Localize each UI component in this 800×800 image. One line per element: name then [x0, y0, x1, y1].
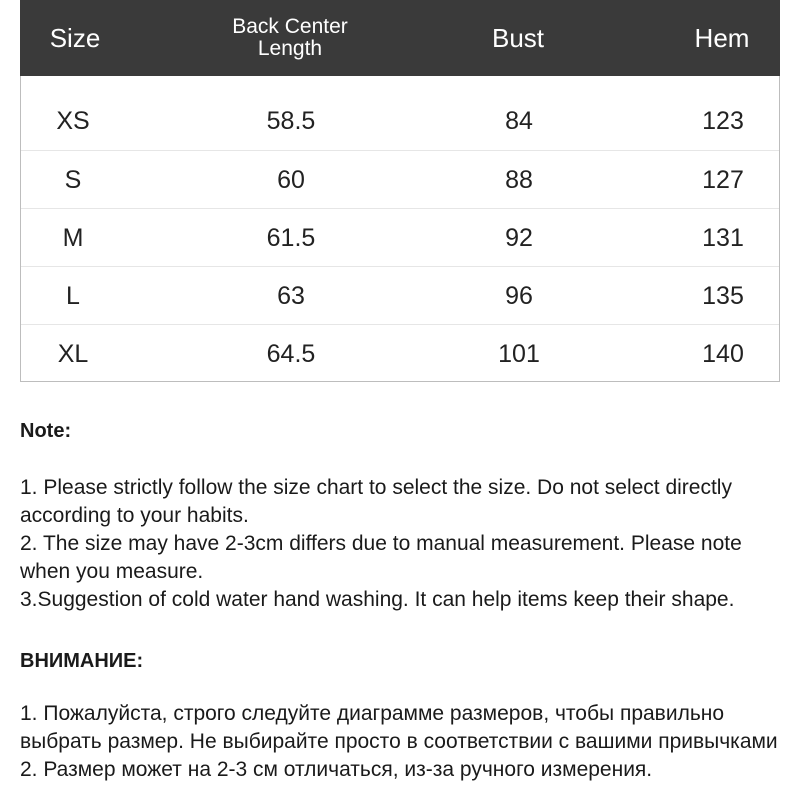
note-item-en-3: 3.Suggestion of cold water hand washing. It can help items keep their shape. [20, 588, 735, 611]
notes-section [20, 416, 780, 784]
note-heading-ru: ВНИМАНИЕ: [20, 650, 144, 672]
cell-size: L [66, 281, 80, 310]
cell-size: XS [56, 106, 90, 135]
header-hem: Hem [694, 22, 750, 53]
note-item-ru-2: 2. Размер может на 2-3 см отличаться, из-за ручного измерения. [20, 758, 653, 781]
note-heading-en: Note: [20, 420, 72, 442]
cell-size: M [62, 223, 84, 252]
size-chart-table [20, 0, 780, 382]
cell-size: XL [57, 339, 89, 368]
table-row [21, 208, 779, 267]
cell-bust: 101 [498, 339, 540, 368]
table-row [21, 150, 779, 209]
cell-hem: 127 [702, 165, 744, 194]
cell-back-length: 64.5 [266, 339, 316, 368]
cell-hem: 140 [702, 339, 744, 368]
header-size: Size [49, 22, 101, 53]
header-back-center-length [190, 0, 390, 76]
note-item-en-1: 1. Please strictly follow the size chart to select the size. Do not select directly according to your habits. [20, 476, 732, 527]
table-row [21, 324, 779, 383]
cell-bust: 88 [505, 165, 533, 194]
note-item-en-2: 2. The size may have 2-3cm differs due to manual measurement. Please note when you measure. [20, 532, 742, 583]
cell-bust: 96 [505, 281, 533, 310]
table-header [20, 0, 780, 76]
cell-hem: 135 [702, 281, 744, 310]
cell-back-length: 63 [277, 281, 305, 310]
cell-bust: 92 [505, 223, 533, 252]
cell-hem: 123 [702, 106, 744, 135]
cell-bust: 84 [505, 106, 533, 135]
cell-size: S [64, 165, 82, 194]
header-bust: Bust [491, 22, 545, 53]
cell-hem: 131 [702, 223, 744, 252]
cell-back-length: 61.5 [266, 223, 316, 252]
table-row [21, 266, 779, 325]
header-back-line1: Back Center [232, 15, 348, 38]
cell-back-length: 60 [277, 165, 305, 194]
cell-back-length: 58.5 [266, 106, 316, 135]
header-back-line2: Length [257, 37, 323, 60]
table-row [21, 92, 779, 150]
note-item-ru-1: 1. Пожалуйста, строго следуйте диаграмме размеров, чтобы правильно выбрать размер. Не выбирайте просто в соответствии с вашими привычками [20, 702, 778, 753]
